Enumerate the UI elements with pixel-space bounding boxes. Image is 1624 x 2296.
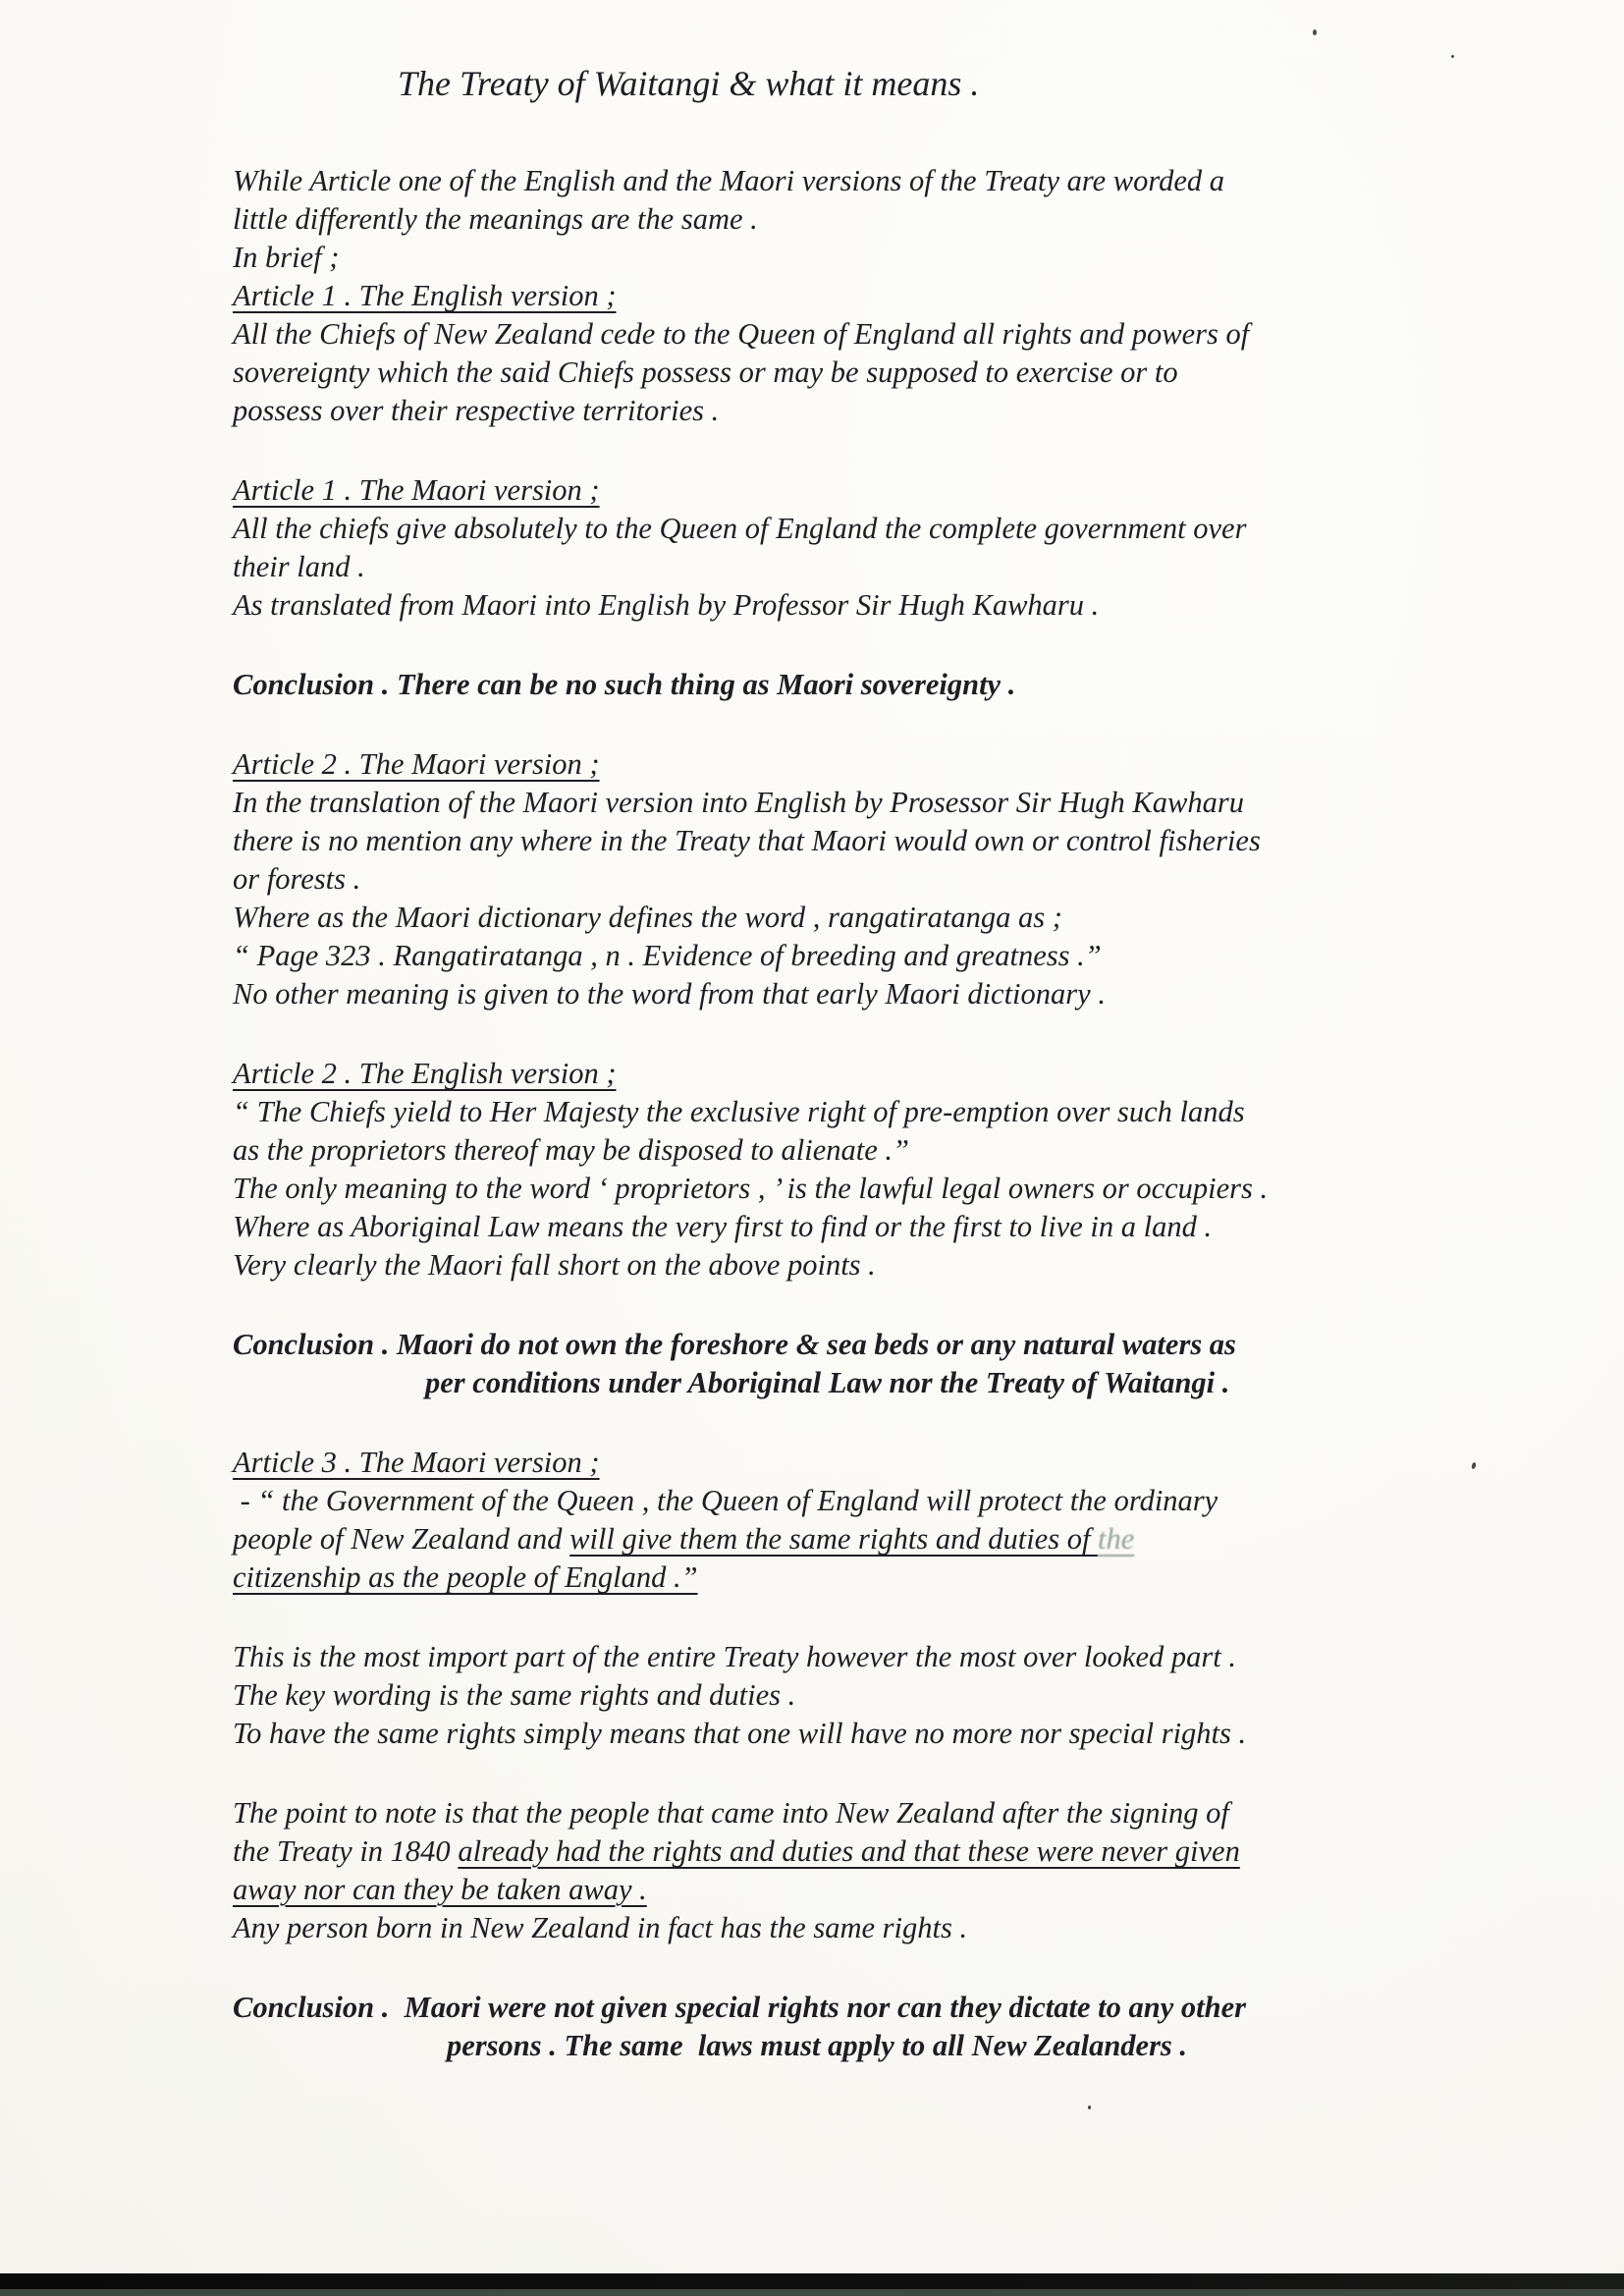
section-commentary-2 (233, 1794, 1548, 1947)
faded-smudged-word: the (1098, 1522, 1135, 1556)
document-title: The Treaty of Waitangi & what it means . (398, 64, 980, 103)
underlined-segment: will give them the same rights and duties of (569, 1522, 1099, 1556)
scan-speck (1313, 29, 1317, 35)
text-line: Where as Aboriginal Law means the very first to find or the first to live in a land . (233, 1210, 1213, 1243)
text-line: Very clearly the Maori fall short on the above points . (233, 1248, 876, 1282)
text-line: All the chiefs give absolutely to the Queen of England the complete government over (233, 512, 1247, 545)
text-line: or forests . (233, 862, 361, 896)
section-conclusion-2 (233, 1326, 1548, 1402)
text-line: little differently the meanings are the same . (233, 202, 758, 236)
text-line: there is no mention any where in the Treaty that Maori would own or control fisheries (233, 824, 1261, 857)
text-line: As translated from Maori into English by Professor Sir Hugh Kawharu . (233, 588, 1100, 622)
scan-speck (1451, 55, 1454, 58)
dictionary-quote-line: “ Page 323 . Rangatiratanga , n . Evidence of breeding and greatness .” (233, 939, 1102, 972)
underlined-quote-line: citizenship as the people of England .” (233, 1560, 698, 1594)
treaty-quote-line (233, 1520, 1548, 1558)
text-line: This is the most import part of the entire Treaty however the most over looked part . (233, 1640, 1236, 1673)
text-line: possess over their respective territories . (233, 394, 720, 427)
article1-english-heading: Article 1 . The English version ; (233, 279, 617, 312)
article2-english-heading: Article 2 . The English version ; (233, 1057, 617, 1090)
section-article1-maori (233, 471, 1548, 625)
text-line: All the Chiefs of New Zealand cede to the Queen of England all rights and powers of (233, 317, 1250, 351)
conclusion-line: Conclusion . There can be no such thing as Maori sovereignty . (233, 668, 1016, 701)
article1-maori-heading: Article 1 . The Maori version ; (233, 473, 600, 507)
section-conclusion-1 (233, 666, 1548, 704)
text-line: In the translation of the Maori version into English by Prosessor Sir Hugh Kawharu (233, 786, 1244, 819)
scanner-edge-strip (0, 2289, 1624, 2296)
text-line: The point to note is that the people that came into New Zealand after the signing of (233, 1796, 1229, 1830)
underlined-text-line: away nor can they be taken away . (233, 1873, 647, 1906)
text-line: their land . (233, 550, 365, 583)
scanner-edge-bar (0, 2273, 1624, 2289)
section-conclusion-3 (233, 1989, 1548, 2065)
text-line: In brief ; (233, 241, 340, 274)
section-intro (233, 162, 1548, 430)
treaty-quote-line: as the proprietors thereof may be disposed to alienate .” (233, 1133, 910, 1167)
document-content (233, 0, 1548, 2065)
treaty-quote-line: - “ the Government of the Queen , the Queen of England will protect the ordinary (233, 1484, 1218, 1517)
section-article3-maori (233, 1444, 1548, 1597)
text-segment: people of New Zealand and (233, 1522, 570, 1556)
text-line: Any person born in New Zealand in fact has the same rights . (233, 1911, 968, 1944)
section-article2-english (233, 1055, 1548, 1285)
scan-speck (1088, 2105, 1091, 2109)
text-line: The key wording is the same rights and duties . (233, 1678, 796, 1712)
treaty-quote-line: “ The Chiefs yield to Her Majesty the exclusive right of pre-emption over such lands (233, 1095, 1245, 1128)
text-line: The only meaning to the word ‘ proprietors , ’ is the lawful legal owners or occupiers . (233, 1172, 1269, 1205)
conclusion-line: Conclusion . Maori do not own the foreshore & sea beds or any natural waters as (233, 1328, 1236, 1361)
text-line: Where as the Maori dictionary defines the word , rangatiratanga as ; (233, 901, 1062, 934)
conclusion-line: Conclusion . Maori were not given special rights nor can they dictate to any other (233, 1991, 1246, 2024)
text-line (233, 1832, 1548, 1871)
article3-maori-heading: Article 3 . The Maori version ; (233, 1446, 600, 1479)
text-line: While Article one of the English and the Maori versions of the Treaty are worded a (233, 164, 1225, 197)
section-article2-maori (233, 745, 1548, 1013)
article2-maori-heading: Article 2 . The Maori version ; (233, 747, 600, 781)
text-segment: the Treaty in 1840 (233, 1834, 459, 1868)
conclusion-line-indented: persons . The same laws must apply to all New Zealanders . (447, 2029, 1188, 2062)
section-commentary-1 (233, 1638, 1548, 1753)
text-line: sovereignty which the said Chiefs possess or may be supposed to exercise or to (233, 355, 1178, 389)
underlined-segment: already had the rights and duties and that these were never given (458, 1834, 1240, 1868)
text-line: To have the same rights simply means that one will have no more nor special rights . (233, 1717, 1247, 1750)
text-line: No other meaning is given to the word from that early Maori dictionary . (233, 977, 1106, 1011)
conclusion-line-indented: per conditions under Aboriginal Law nor the Treaty of Waitangi . (425, 1366, 1230, 1399)
